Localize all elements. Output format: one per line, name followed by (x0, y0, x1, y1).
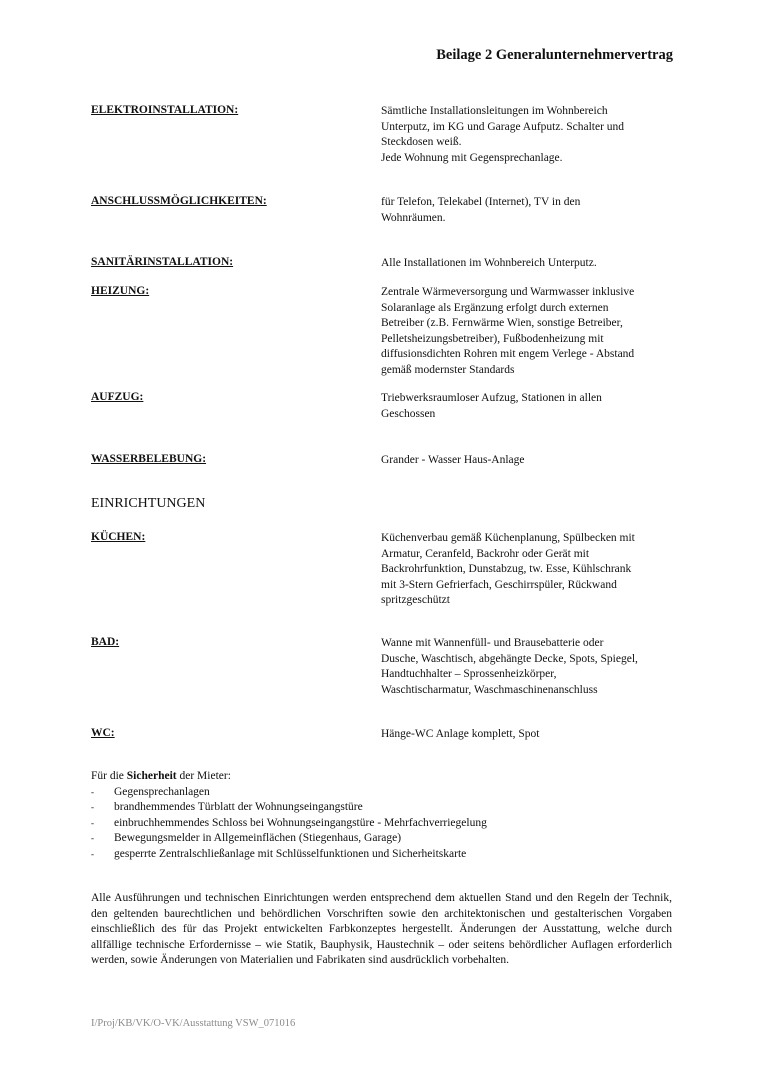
spec-label: SANITÄRINSTALLATION: (91, 256, 234, 268)
security-section (91, 769, 681, 862)
section-heading-einrichtungen: EINRICHTUNGEN (91, 496, 206, 511)
spec-label: AUFZUG: (91, 391, 144, 403)
equipment-value: Küchenverbau gemäß Küchenplanung, Spülbecken mit Armatur, Ceranfeld, Backrohr oder Gerät mit Backrohrfunktion, Dunstabzug, tw. Esse, Kühlschrank mit 3-Stern Gefrierfach, Geschirrspüler, Rückwand spritzgeschützt (381, 532, 635, 606)
footer-file-reference: I/Proj/KB/VK/O-VK/Ausstattung VSW_071016 (91, 1018, 296, 1029)
equipment-value: Wanne mit Wannenfüll- und Brausebatterie oder Dusche, Waschtisch, abgehängte Decke, Spots, Spiegel, Handtuchhalter – Sprossenheizkörper, Waschtischarmatur, Waschmaschinenanschluss (381, 637, 638, 696)
spec-label: HEIZUNG: (91, 285, 150, 297)
security-intro-after: der Mieter: (176, 770, 231, 782)
spec-value: Alle Installationen im Wohnbereich Unterputz. (381, 257, 597, 269)
spec-value: für Telefon, Telekabel (Internet), TV in den Wohnräumen. (381, 196, 581, 224)
spec-label: ANSCHLUSSMÖGLICHKEITEN: (91, 195, 267, 207)
security-item-text: brandhemmendes Türblatt der Wohnungseingangstüre (114, 801, 363, 813)
security-list-item (91, 785, 681, 801)
security-list (91, 785, 681, 863)
security-intro (91, 769, 681, 785)
spec-value: Sämtliche Installationsleitungen im Wohnbereich Unterputz, im KG und Garage Aufputz. Schalter und Steckdosen weiß. Jede Wohnung mit Gegensprechanlage. (381, 105, 625, 164)
bullet-dash: - (91, 833, 94, 843)
spec-value: Zentrale Wärmeversorgung und Warmwasser inklusive Solaranlage als Ergänzung erfolgt durch externen Betreiber (z.B. Fernwärme Wien, sonstige Betreiber, Pelletsheizungsbetreiber), Fußbodenheizung mit diffusionsdichten Rohren mit engem Verlege - Abstand gemäß modernster Standards (381, 286, 635, 376)
equipment-value: Hänge-WC Anlage komplett, Spot (381, 728, 540, 740)
security-item-text: Gegensprechanlagen (114, 785, 210, 798)
bullet-dash: - (91, 786, 94, 797)
equipment-label: BAD: (91, 636, 120, 648)
equipment-label: WC: (91, 727, 115, 739)
security-intro-before: Für die (91, 770, 127, 782)
spec-label: ELEKTROINSTALLATION: (91, 104, 239, 116)
security-item-text: gesperrte Zentralschließanlage mit Schlüsselfunktionen und Sicherheitskarte (114, 847, 467, 860)
security-list-item (91, 831, 681, 847)
spec-label: WASSERBELEBUNG: (91, 453, 207, 465)
spec-value: Grander - Wasser Haus-Anlage (381, 454, 525, 466)
security-list-item (91, 816, 681, 832)
security-list-item (91, 800, 681, 816)
security-intro-bold: Sicherheit (126, 770, 177, 782)
disclaimer-paragraph: Alle Ausführungen und technischen Einrichtungen werden entsprechend dem aktuellen Stand und den Regeln der Technik, den geltenden baurechtlichen und behördlichen Vorschriften sowie den architektonischen und gestalterischen Vorgaben einschließlich des für das Projekt entwickelten Farbkonzeptes hergestellt. Änderungen der Ausstattung, welche durch allfällige technische Erfordernisse – wie Statik, Bauphysik, Haustechnik – oder seitens behördlicher Auflagen erforderlich werden, sowie Änderungen von Materialien und Fabrikaten sind ausdrücklich vorbehalten. (91, 892, 672, 966)
bullet-dash: - (91, 802, 94, 812)
document-title: Beilage 2 Generalunternehmervertrag (436, 47, 673, 63)
security-list-item (91, 847, 681, 863)
bullet-dash: - (91, 817, 94, 828)
spec-value: Triebwerksraumloser Aufzug, Stationen in allen Geschossen (381, 392, 602, 420)
security-item-text: einbruchhemmendes Schloss bei Wohnungseingangstüre - Mehrfachverriegelung (114, 816, 487, 829)
security-item-text: Bewegungsmelder in Allgemeinflächen (Stiegenhaus, Garage) (114, 832, 402, 844)
bullet-dash: - (91, 848, 94, 859)
equipment-label: KÜCHEN: (91, 531, 146, 543)
